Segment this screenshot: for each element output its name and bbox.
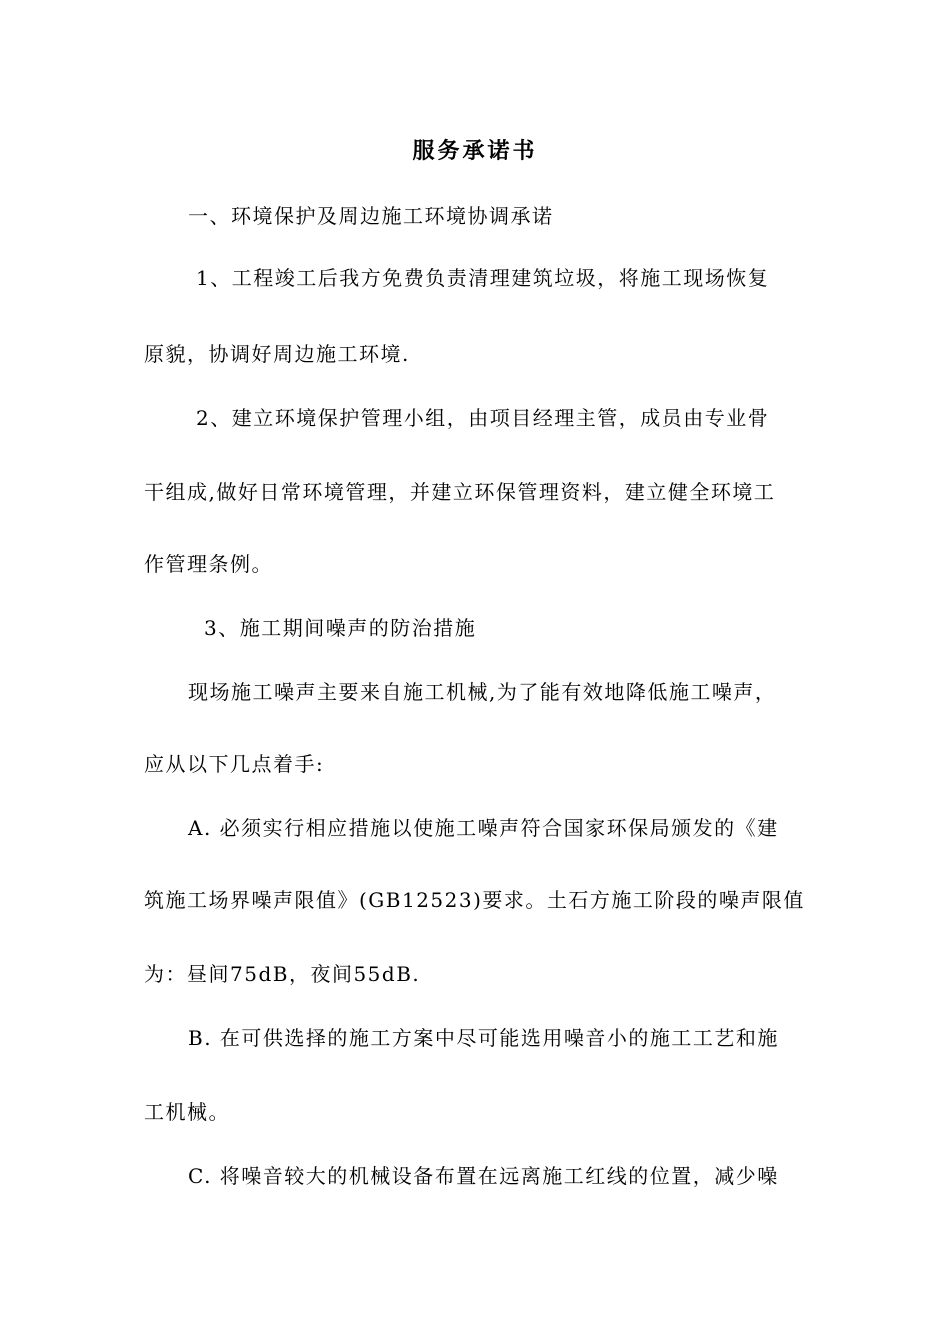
paragraph-line: 现场施工噪声主要来自施工机械,为了能有效地降低施工噪声， [188,680,777,704]
paragraph-line: A. 必须实行相应措施以使施工噪声符合国家环保局颁发的《建 [188,816,779,840]
paragraph-line: 作管理条例。 [144,552,273,576]
paragraph-line: B. 在可供选择的施工方案中尽可能选用噪音小的施工工艺和施 [188,1026,779,1050]
paragraph-line: 2、建立环境保护管理小组，由项目经理主管，成员由专业骨 [196,406,770,430]
paragraph-line: 1、工程竣工后我方免费负责清理建筑垃圾，将施工现场恢复 [196,266,770,290]
subsection-heading: 3、施工期间噪声的防治措施 [204,616,477,640]
paragraph-line: 筑施工场界噪声限值》(GB12523)要求。土石方施工阶段的噪声限值 [144,888,805,912]
paragraph-line: 原貌，协调好周边施工环境. [144,342,410,366]
section-heading: 一、环境保护及周边施工环境协调承诺 [188,204,554,228]
paragraph-line: 干组成,做好日常环境管理，并建立环保管理资料，建立健全环境工 [144,480,776,504]
paragraph-line: 为：昼间75dB，夜间55dB. [144,962,421,986]
paragraph-line: C. 将噪音较大的机械设备布置在远离施工红线的位置，减少噪 [188,1164,779,1188]
paragraph-line: 工机械。 [144,1100,230,1124]
paragraph-line: 应从以下几点着手: [144,752,325,776]
document-title: 服务承诺书 [412,138,538,164]
